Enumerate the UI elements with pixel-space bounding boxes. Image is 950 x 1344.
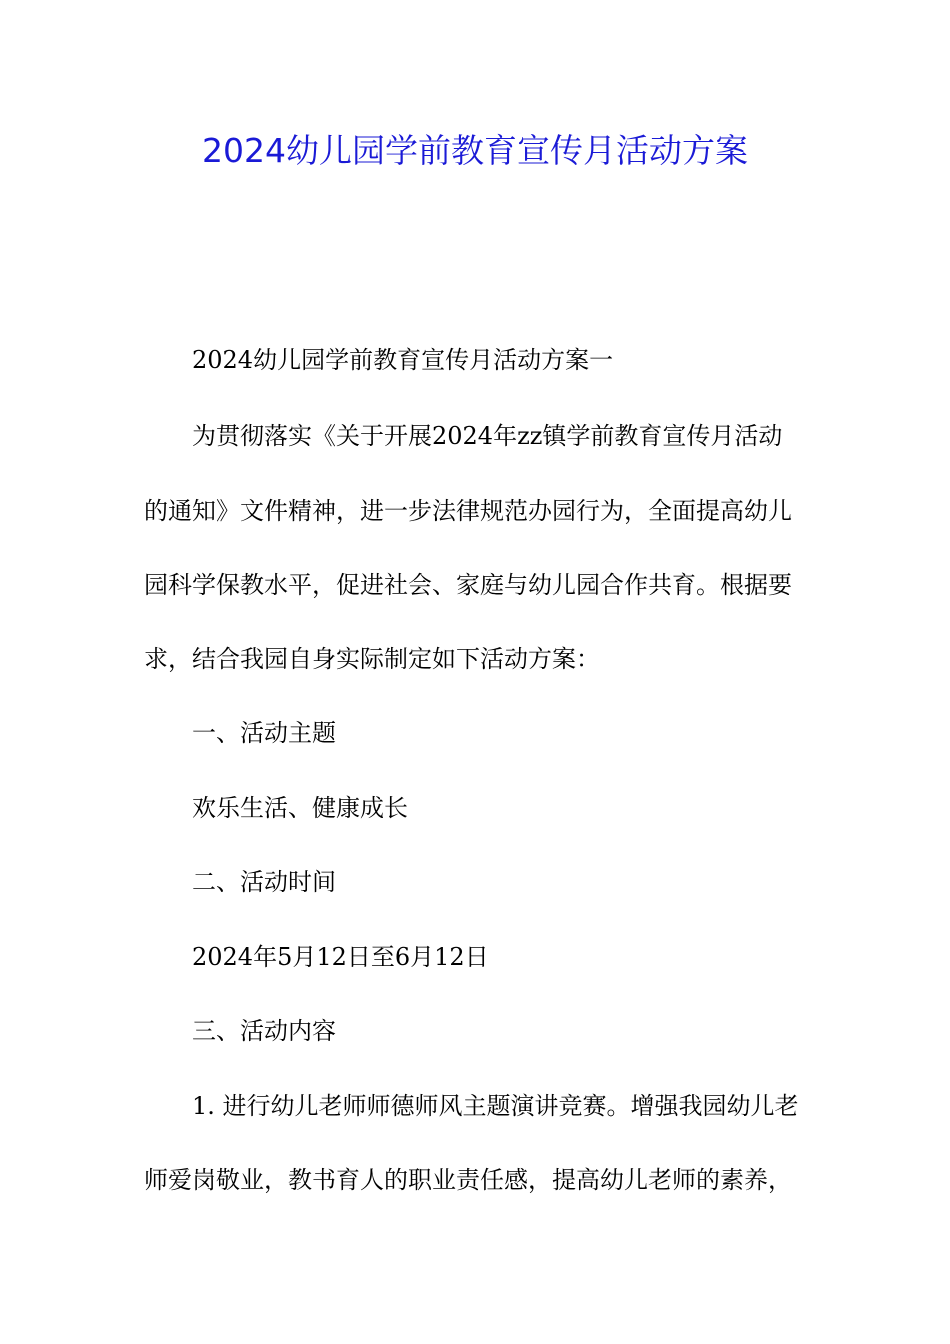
intro-line-4: 求，结合我园自身实际制定如下活动方案： <box>144 645 600 673</box>
page-title: 2024幼儿园学前教育宣传月活动方案 <box>202 131 748 170</box>
intro-line-1: 为贯彻落实《关于开展2024年zz镇学前教育宣传月活动 <box>192 422 783 450</box>
section-2-body: 2024年5月12日至6月12日 <box>192 943 489 971</box>
intro-line-3: 园科学保教水平，促进社会、家庭与幼儿园合作共育。根据要 <box>144 571 792 599</box>
item-1-line-2: 师爱岗敬业，教书育人的职业责任感，提高幼儿老师的素养， <box>144 1166 792 1194</box>
section-1-heading: 一、活动主题 <box>192 719 336 747</box>
section-3-heading: 三、活动内容 <box>192 1017 336 1045</box>
section-2-heading: 二、活动时间 <box>192 868 336 896</box>
document-subtitle: 2024幼儿园学前教育宣传月活动方案一 <box>192 346 614 374</box>
intro-line-2: 的通知》文件精神，进一步法律规范办园行为，全面提高幼儿 <box>144 497 792 525</box>
section-1-body: 欢乐生活、健康成长 <box>192 794 408 822</box>
item-1-line-1: 1. 进行幼儿老师师德师风主题演讲竞赛。增强我园幼儿老 <box>192 1092 799 1120</box>
